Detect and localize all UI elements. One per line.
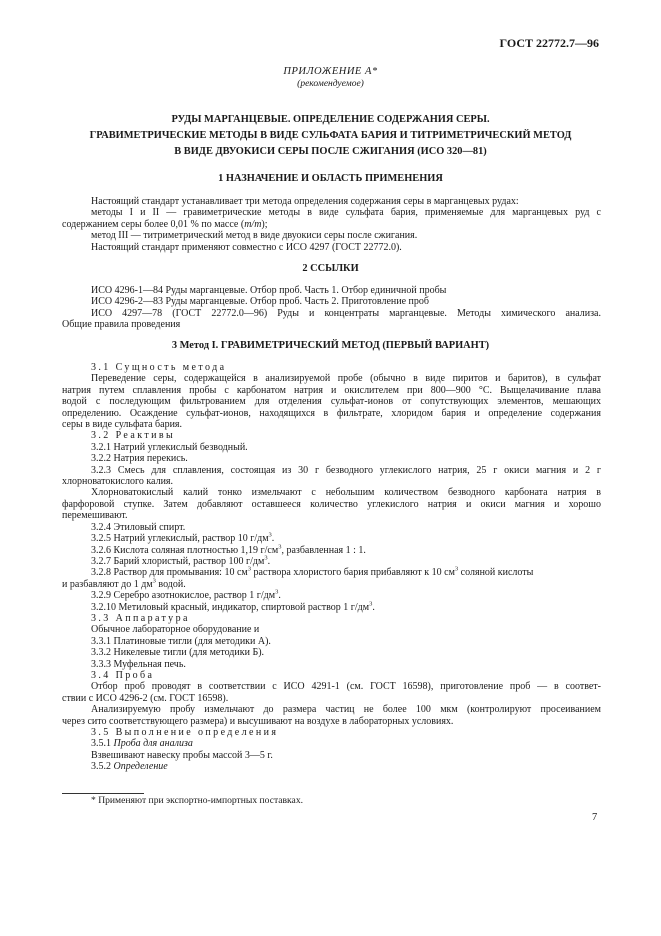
- text-span: водой.: [155, 578, 186, 590]
- paragraph-line: водой с последующим фильтрованием для отделения сульфат-ионов от сопутствующих элементов, мешающих: [62, 396, 601, 408]
- appendix-note: (рекомендуемое): [297, 79, 364, 89]
- section-2-body: [62, 285, 601, 331]
- paragraph-line: фарфоровой ступке. Затем добавляют оставшееся количество углекислого натрия и окиси магния и хорошо: [62, 498, 601, 510]
- text-span: раствора хлористого бария прибавляют к 10 см: [250, 567, 455, 579]
- reagent-item: [91, 602, 601, 613]
- footnote-divider: [62, 793, 144, 794]
- paragraph-line: Отбор проб проводят в соответствии с ИСО 4291-1 (см. ГОСТ 16598), приготовление проб — в соответ-: [91, 681, 601, 693]
- reference-item: ИСО 4296-2—83 Руды марганцевые. Отбор проб. Часть 2. Приготовление проб: [91, 296, 429, 308]
- subsection-heading: 3.3 Аппаратура: [91, 612, 190, 624]
- paragraph-line: метод III — титриметрический метод в виде двуокиси серы после сжигания.: [91, 230, 418, 242]
- paragraph-line: Взвешивают навеску пробы массой 3—5 г.: [91, 749, 273, 761]
- title-line-3: В ВИДЕ ДВУОКИСИ СЕРЫ ПОСЛЕ СЖИГАНИЯ (ИСО 320—81): [174, 146, 487, 157]
- document-title: [60, 112, 601, 160]
- title-line-2: ГРАВИМЕТРИЧЕСКИЕ МЕТОДЫ В ВИДЕ СУЛЬФАТА БАРИЯ И ТИТРИМЕТРИЧЕСКИЙ МЕТОД: [89, 130, 572, 141]
- text-span: Определение: [113, 761, 168, 773]
- reagent-item: [91, 556, 601, 567]
- equipment-item: 3.3.1 Платиновые тигли (для методики А).: [91, 635, 271, 647]
- subsection-heading: [91, 738, 601, 749]
- section-3-heading: 3 Метод I. ГРАВИМЕТРИЧЕСКИЙ МЕТОД (ПЕРВЫЙ ВАРИАНТ): [171, 340, 490, 351]
- text-span: и разбавляют до 1 дм: [62, 578, 153, 590]
- text-span: 3.2.7 Барий хлористый, раствор 100 г/дм: [91, 555, 265, 567]
- standard-code: ГОСТ 22772.7—96: [499, 36, 599, 50]
- superscript: 3: [369, 600, 373, 608]
- paragraph-line: [62, 219, 601, 230]
- superscript: 3: [275, 588, 279, 596]
- text-span: 3.2.9 Серебро азотнокислое, раствор 1 г/дм: [91, 590, 276, 602]
- paragraph-line: Настоящий стандарт устанавливает три метода определения содержания серы в марганцевых рудах:: [91, 196, 519, 207]
- text-span: Проба для анализа: [113, 738, 193, 750]
- section-1-body: [62, 196, 601, 253]
- subsection-heading: [91, 761, 601, 772]
- title-line-1: РУДЫ МАРГАНЦЕВЫЕ. ОПРЕДЕЛЕНИЕ СОДЕРЖАНИЯ СЕРЫ.: [171, 114, 490, 125]
- subsection-heading: 3.4 Проба: [91, 669, 155, 681]
- text-span: соляной кислоты: [458, 567, 534, 579]
- footnote: * Применяют при экспортно-импортных поставках.: [91, 795, 304, 806]
- text-span: .: [278, 590, 281, 602]
- paragraph-line: серы в виде сульфата бария.: [62, 419, 183, 431]
- reagent-item: [91, 545, 601, 556]
- reagent-item: [91, 567, 601, 578]
- equipment-item: 3.3.2 Никелевые тигли (для методики Б).: [91, 647, 265, 659]
- text-span: 3.5.2: [91, 761, 114, 773]
- reagent-item: 3.2.2 Натрия перекись.: [91, 453, 188, 465]
- paragraph-line: перемешивают.: [62, 510, 128, 522]
- reference-item: ИСО 4297—78 (ГОСТ 22772.0—96) Руды и концентраты марганцевые. Методы химического анализа.: [91, 307, 601, 319]
- reagent-item: [91, 533, 601, 544]
- text-span: содержанием серы более 0,01 % по массе (: [62, 218, 245, 230]
- text-span: );: [261, 218, 268, 230]
- text-span: 3.2.6 Кислота соляная плотностью 1,19 г/см: [91, 544, 279, 556]
- paragraph-line: определению. Осаждение сульфат-ионов, находящихся в фильтрате, хлоридом бария и определение содержания: [62, 407, 601, 419]
- reagent-item: [91, 590, 601, 601]
- reagent-item: [62, 579, 601, 590]
- paragraph-line: Обычное лабораторное оборудование и: [91, 624, 260, 636]
- reagent-item: 3.2.1 Натрий углекислый безводный.: [91, 441, 248, 453]
- text-span: , разбавленная 1 : 1.: [281, 544, 366, 556]
- text-span: 3.2.8 Раствор для промывания: 10 см: [91, 567, 248, 579]
- section-1-heading: 1 НАЗНАЧЕНИЕ И ОБЛАСТЬ ПРИМЕНЕНИЯ: [218, 173, 443, 184]
- paragraph-line: через сито соответствующего размера) и высушивают на воздухе в лабораторных условиях.: [62, 715, 454, 727]
- reagent-item: 3.2.4 Этиловый спирт.: [91, 521, 186, 533]
- text-span: 3.2.10 Метиловый красный, индикатор, спиртовой раствор 1 г/дм: [91, 601, 370, 613]
- subsection-heading: 3.2 Реактивы: [91, 430, 176, 442]
- reference-item: ИСО 4296-1—84 Руды марганцевые. Отбор проб. Часть 1. Отбор единичной пробы: [91, 285, 447, 296]
- paragraph-line: Анализируемую пробу измельчают до размера частиц не более 100 мкм (контролируют просеиванием: [91, 704, 601, 716]
- superscript: 3: [454, 565, 459, 573]
- text-span: m/m: [244, 218, 262, 230]
- superscript: 3: [247, 565, 251, 573]
- paragraph-line: методы I и II — гравиметрические методы в виде сульфата бария, применяемые для марганцевых руд с: [91, 207, 601, 219]
- paragraph-line: Хлорноватокислый калий тонко измельчают с небольшим количеством безводного карбоната натрия в: [91, 487, 601, 499]
- section-2-heading: 2 ССЫЛКИ: [302, 263, 359, 274]
- superscript: 3: [268, 531, 272, 539]
- page-number: 7: [592, 812, 598, 823]
- subsection-heading: 3.1 Сущность метода: [91, 362, 227, 373]
- section-3-body: [62, 362, 601, 773]
- superscript: 3: [278, 543, 282, 551]
- appendix-label: ПРИЛОЖЕНИЕ А*: [283, 66, 378, 77]
- text-span: .: [271, 533, 275, 545]
- text-span: 3.5.1: [91, 738, 114, 750]
- paragraph-line: Настоящий стандарт применяют совместно с ИСО 4297 (ГОСТ 22772.0).: [91, 241, 402, 253]
- reagent-item: 3.2.3 Смесь для сплавления, состоящая из 30 г безводного углекислого натрия, 25 г окиси магния и 2 г: [91, 464, 601, 476]
- paragraph-line: ствии с ИСО 4296-2 (см. ГОСТ 16598).: [62, 692, 229, 704]
- superscript: 3: [264, 554, 268, 562]
- subsection-heading: 3.5 Выполнение определения: [91, 727, 279, 738]
- superscript: 3: [152, 577, 156, 585]
- reagent-item: хлорноватокислого калия.: [62, 476, 174, 488]
- paragraph-line: Переведение серы, содержащейся в анализируемой пробе (обычно в виде пиритов и баритов), в сульфат: [91, 373, 601, 385]
- text-span: 3.2.5 Натрий углекислый, раствор 10 г/дм: [91, 533, 269, 545]
- reference-item: Общие правила проведения: [62, 319, 181, 331]
- equipment-item: 3.3.3 Муфельная печь.: [91, 658, 186, 670]
- text-span: .: [267, 555, 271, 567]
- paragraph-line: натрия путем сплавления пробы с карбонатом натрия и окислителем при 800—900 °С. Выщелачивание плава: [62, 384, 601, 396]
- text-span: .: [372, 601, 375, 613]
